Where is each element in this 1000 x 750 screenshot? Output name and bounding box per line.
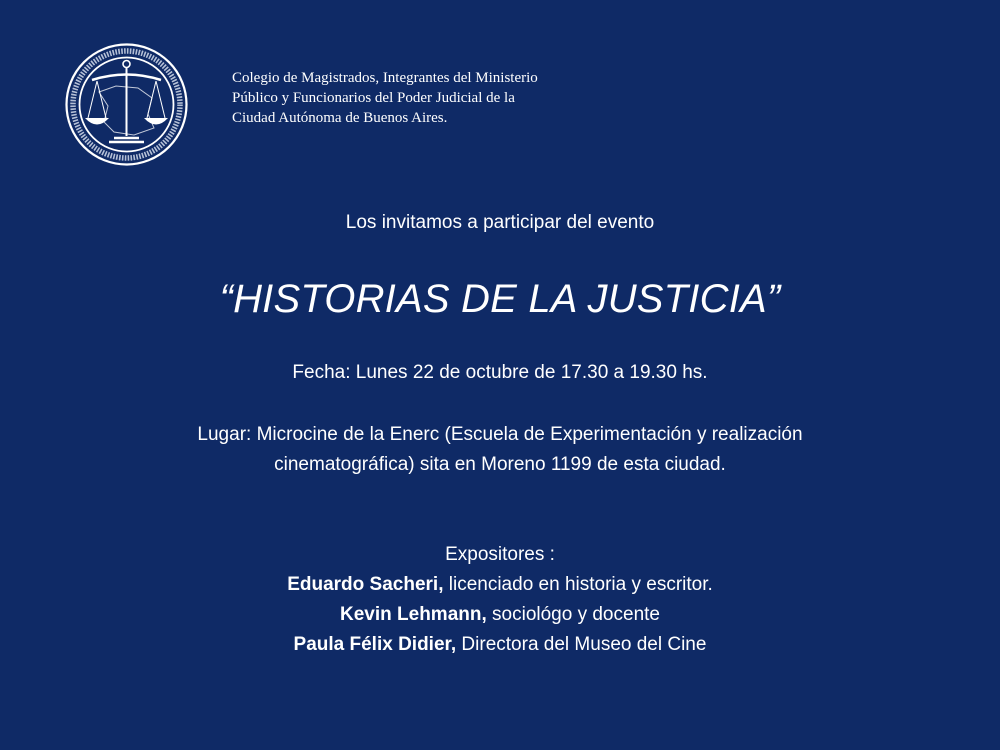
scales-of-justice-seal-icon (64, 42, 189, 167)
header (60, 42, 920, 172)
speaker-item (0, 600, 1000, 630)
speaker-description: licenciado en historia y escritor. (443, 574, 713, 595)
event-location: Lugar: Microcine de la Enerc (Escuela de Experimentación y realización cinematográfica) sita en Moreno 1199 de esta ciudad. (197, 424, 803, 475)
speaker-name: Eduardo Sacheri, (287, 574, 444, 595)
invitation-text: Los invitamos a participar del evento (345, 212, 655, 233)
speakers-section (0, 540, 1000, 660)
event-date: Fecha: Lunes 22 de octubre de 17.30 a 19.30 hs. (292, 362, 708, 383)
speaker-description: Directora del Museo del Cine (456, 634, 707, 655)
speaker-description: sociológo y docente (486, 604, 660, 625)
organization-name-line-1: Colegio de Magistrados, Integrantes del Ministerio (232, 70, 538, 86)
organization-name-line-2: Público y Funcionarios del Poder Judicial de la (232, 90, 515, 106)
seal-graphic (64, 42, 189, 167)
speaker-name: Kevin Lehmann, (340, 604, 487, 625)
event-title: “HISTORIAS DE LA JUSTICIA” (219, 277, 781, 321)
speaker-name: Paula Félix Didier, (293, 634, 457, 655)
speaker-item (0, 570, 1000, 600)
organization-name-line-3: Ciudad Autónoma de Buenos Aires. (232, 110, 448, 126)
speakers-heading: Expositores : (445, 544, 555, 565)
speaker-item (0, 630, 1000, 660)
organization-name (232, 68, 652, 128)
